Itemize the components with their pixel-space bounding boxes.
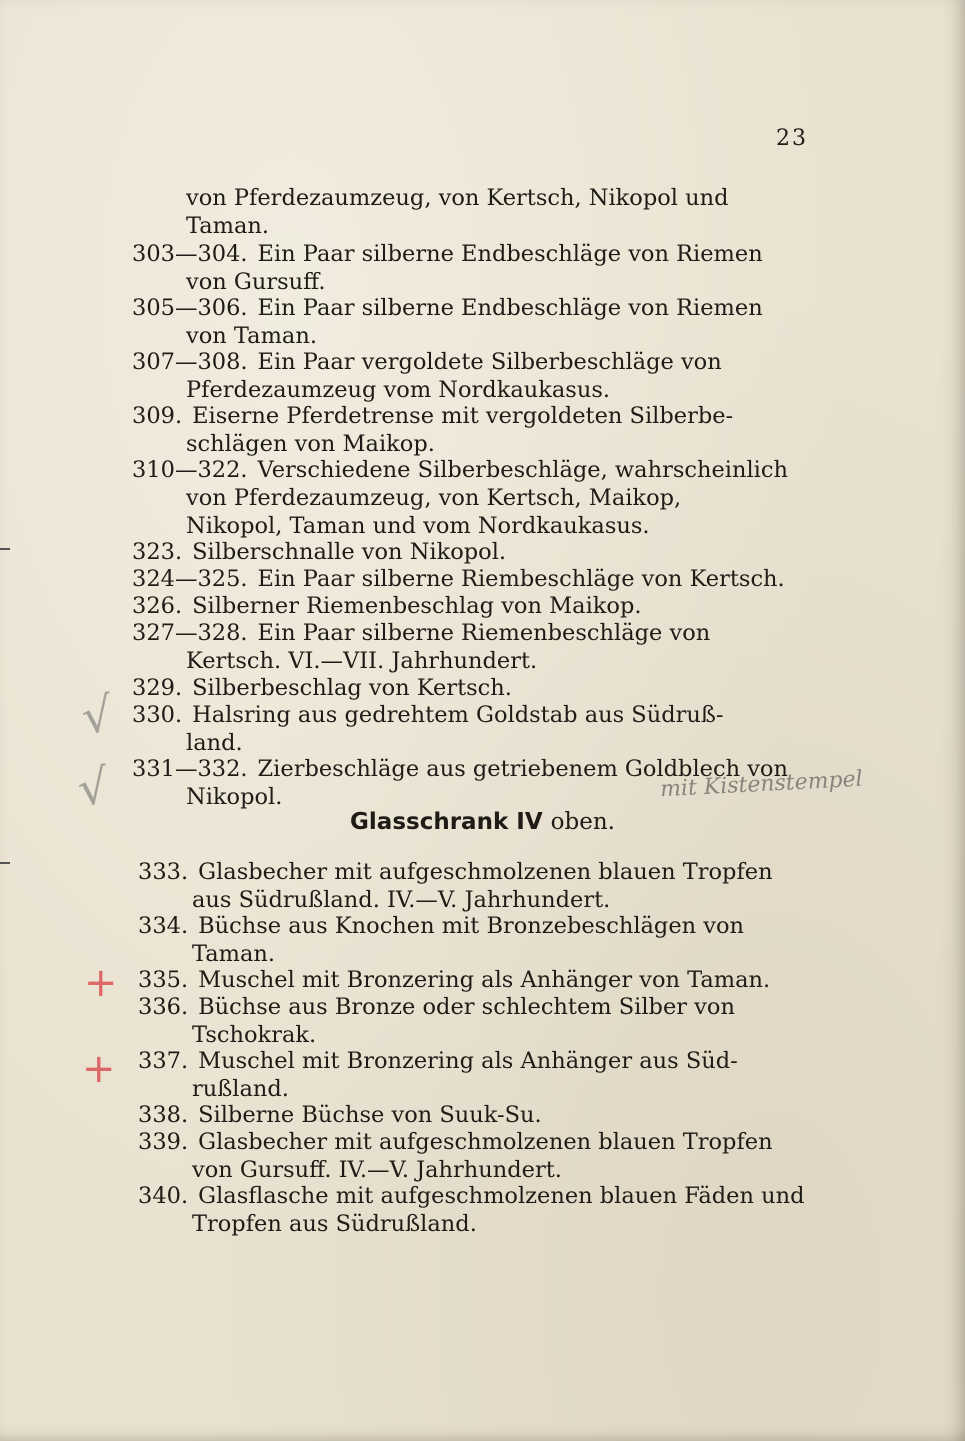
catalog-entry bbox=[132, 456, 822, 540]
heading-bold: Glasschrank IV bbox=[350, 809, 543, 835]
entry-number: 307—308. bbox=[132, 349, 248, 375]
entry-text: Ein Paar vergoldete Silberbeschläge von bbox=[257, 349, 722, 375]
entry-text: Ein Paar silberne Riembeschläge von Kertsch. bbox=[257, 566, 785, 592]
red-cross-icon: + bbox=[84, 960, 118, 1006]
entry-text: Muschel mit Bronzering als Anhänger von Taman. bbox=[198, 967, 771, 993]
entry-text: Verschiedene Silberbeschläge, wahrscheinlich bbox=[257, 457, 788, 483]
catalog-entry bbox=[132, 565, 822, 593]
entry-continuation: von Gursuff. IV.—V. Jahrhundert. bbox=[192, 1157, 562, 1183]
entry-text: Ein Paar silberne Endbeschläge von Riemen bbox=[257, 295, 763, 321]
entry-continuation: Tropfen aus Südrußland. bbox=[192, 1211, 477, 1237]
entry-number: 336. bbox=[138, 994, 189, 1020]
catalog-entry bbox=[138, 1047, 828, 1103]
pencil-check-icon: √ bbox=[78, 686, 117, 746]
entry-text: Eiserne Pferdetrense mit vergoldeten Silberbe- bbox=[192, 403, 734, 429]
entry-number: 305—306. bbox=[132, 295, 248, 321]
entry-number: 337. bbox=[138, 1048, 189, 1074]
entry-text: Büchse aus Bronze oder schlechtem Silber von bbox=[198, 994, 735, 1020]
entry-number: 326. bbox=[132, 593, 183, 619]
catalog-entry bbox=[138, 1128, 828, 1184]
entry-continuation: land. bbox=[186, 730, 243, 756]
entry-continuation: schlägen von Maikop. bbox=[186, 431, 435, 457]
entry-text: Halsring aus gedrehtem Goldstab aus Südruß- bbox=[192, 702, 724, 728]
entry-continuation: von Taman. bbox=[186, 323, 317, 349]
entry-continuation: Kertsch. VI.—VII. Jahrhundert. bbox=[186, 648, 538, 674]
entry-number: 324—325. bbox=[132, 566, 248, 592]
entry-text: Ein Paar silberne Endbeschläge von Riemen bbox=[257, 241, 763, 267]
catalog-entry bbox=[138, 1101, 828, 1129]
entry-text: Silberbeschlag von Kertsch. bbox=[192, 675, 512, 701]
catalog-entry bbox=[132, 402, 822, 458]
catalog-entry bbox=[132, 674, 822, 702]
entry-continuation: Taman. bbox=[192, 941, 276, 967]
entry-continuation: rußland. bbox=[192, 1076, 289, 1102]
entry-continuation: von Gursuff. bbox=[186, 269, 326, 295]
catalog-entry bbox=[138, 966, 828, 994]
heading-light: oben. bbox=[550, 809, 615, 835]
entry-continuation: Nikopol, Taman und vom Nordkaukasus. bbox=[186, 513, 650, 539]
binding-mark bbox=[0, 548, 10, 550]
catalog-entry bbox=[138, 1182, 828, 1238]
entry-number: 339. bbox=[138, 1129, 189, 1155]
entry-number: 310—322. bbox=[132, 457, 248, 483]
catalog-entry bbox=[138, 993, 828, 1049]
entry-text: Zierbeschläge aus getriebenem Goldblech von bbox=[257, 756, 788, 782]
entry-text: Silberne Büchse von Suuk-Su. bbox=[198, 1102, 542, 1128]
section-heading bbox=[0, 809, 965, 835]
catalog-entry bbox=[138, 912, 828, 968]
catalog-entry bbox=[132, 701, 822, 757]
entry-number: 309. bbox=[132, 403, 183, 429]
entry-number: 333. bbox=[138, 859, 189, 885]
entry-text: von Pferdezaumzeug, von Kertsch, Nikopol und bbox=[186, 185, 729, 211]
entry-text: Glasbecher mit aufgeschmolzenen blauen Tropfen bbox=[198, 859, 773, 885]
entry-number: 303—304. bbox=[132, 241, 248, 267]
catalog-entry bbox=[132, 240, 822, 296]
entry-continuation: von Pferdezaumzeug, von Kertsch, Maikop, bbox=[186, 485, 682, 511]
red-cross-icon: + bbox=[82, 1046, 116, 1092]
entry-text: Büchse aus Knochen mit Bronzebeschlägen von bbox=[198, 913, 745, 939]
entry-number: 335. bbox=[138, 967, 189, 993]
entry-text: Silberschnalle von Nikopol. bbox=[192, 539, 507, 565]
catalog-entry bbox=[132, 348, 822, 404]
pencil-check-icon: √ bbox=[74, 758, 113, 818]
entry-number: 331—332. bbox=[132, 756, 248, 782]
entry-number: 329. bbox=[132, 675, 183, 701]
entry-number: 330. bbox=[132, 702, 183, 728]
entry-continuation: Tschokrak. bbox=[192, 1022, 317, 1048]
entry-number: 327—328. bbox=[132, 620, 248, 646]
entry-number: 334. bbox=[138, 913, 189, 939]
entry-text: Muschel mit Bronzering als Anhänger aus Süd- bbox=[198, 1048, 738, 1074]
catalog-entry bbox=[132, 592, 822, 620]
catalog-entry bbox=[138, 858, 828, 914]
entry-number: 338. bbox=[138, 1102, 189, 1128]
entry-continuation: Taman. bbox=[186, 213, 270, 239]
entry-number: 323. bbox=[132, 539, 183, 565]
binding-mark bbox=[0, 862, 10, 864]
entry-text: Ein Paar silberne Riemenbeschläge von bbox=[257, 620, 711, 646]
entry-continuation: Pferdezaumzeug vom Nordkaukasus. bbox=[186, 377, 611, 403]
catalog-entry bbox=[132, 184, 822, 240]
entry-number: 340. bbox=[138, 1183, 189, 1209]
page-number: 23 bbox=[776, 126, 808, 151]
catalog-entry bbox=[132, 619, 822, 675]
catalog-entry bbox=[132, 538, 822, 566]
handwritten-note: mit Kistenstempel bbox=[659, 766, 864, 803]
entry-continuation: Nikopol. bbox=[186, 784, 283, 810]
catalog-entry bbox=[132, 294, 822, 350]
entry-text: Glasflasche mit aufgeschmolzenen blauen Fäden und bbox=[198, 1183, 805, 1209]
entry-continuation: aus Südrußland. IV.—V. Jahrhundert. bbox=[192, 887, 611, 913]
entry-text: Glasbecher mit aufgeschmolzenen blauen Tropfen bbox=[198, 1129, 773, 1155]
entry-text: Silberner Riemenbeschlag von Maikop. bbox=[192, 593, 642, 619]
